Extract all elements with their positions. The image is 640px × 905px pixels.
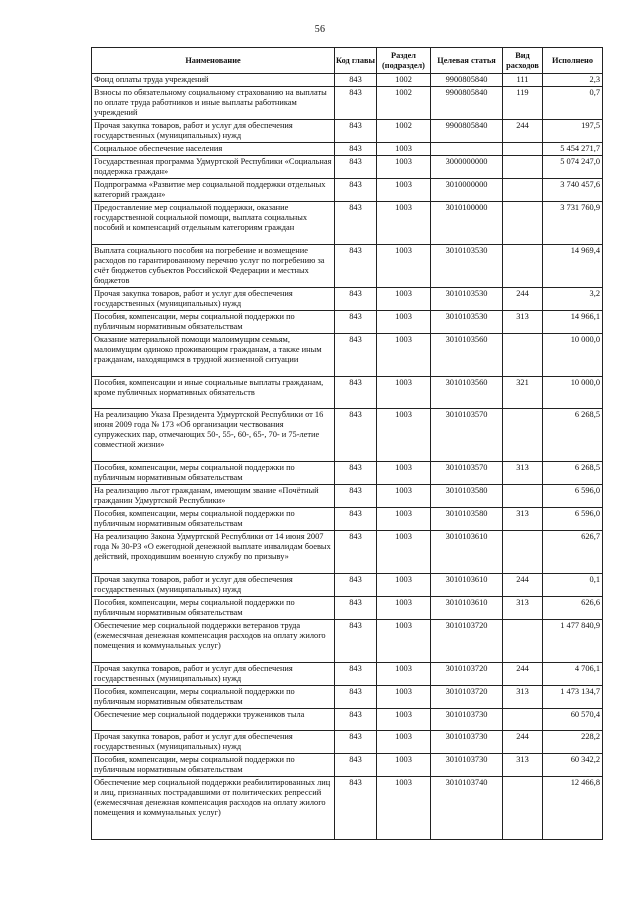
row-name-cell: Взносы по обязательному социальному страхованию на выплаты по оплате труда работников и иные выплаты работникам учреждений — [92, 87, 335, 120]
row-section-cell: 1003 — [377, 754, 431, 777]
expenditure-table — [91, 47, 603, 840]
column-header-amount: Исполнено — [543, 48, 603, 74]
table-row — [92, 754, 603, 777]
row-target-cell: 9900805840 — [431, 87, 503, 120]
column-header-section: Раздел (подраздел) — [377, 48, 431, 74]
row-amount-cell: 3 740 457,6 — [543, 179, 603, 202]
row-code-cell: 843 — [335, 245, 377, 288]
row-kind-cell — [503, 620, 543, 663]
row-kind-cell: 321 — [503, 377, 543, 409]
row-name-cell: Социальное обеспечение населения — [92, 143, 335, 156]
column-header-target: Целевая статья — [431, 48, 503, 74]
row-name-cell: На реализацию льгот гражданам, имеющим звание «Почётный гражданин Удмуртской Республики» — [92, 485, 335, 508]
table-row — [92, 156, 603, 179]
row-section-cell: 1002 — [377, 74, 431, 87]
row-code-cell: 843 — [335, 120, 377, 143]
row-kind-cell: 313 — [503, 686, 543, 709]
row-target-cell — [431, 143, 503, 156]
row-amount-cell: 14 969,4 — [543, 245, 603, 288]
row-section-cell: 1003 — [377, 462, 431, 485]
row-target-cell: 3000000000 — [431, 156, 503, 179]
row-section-cell: 1003 — [377, 485, 431, 508]
row-kind-cell: 244 — [503, 120, 543, 143]
row-target-cell: 3010100000 — [431, 202, 503, 245]
row-amount-cell: 1 477 840,9 — [543, 620, 603, 663]
row-section-cell: 1003 — [377, 574, 431, 597]
row-name-cell: Прочая закупка товаров, работ и услуг для обеспечения государственных (муниципальных) нужд — [92, 574, 335, 597]
row-section-cell: 1003 — [377, 508, 431, 531]
table-row — [92, 485, 603, 508]
row-target-cell: 3010103580 — [431, 508, 503, 531]
table-row — [92, 462, 603, 485]
row-section-cell: 1003 — [377, 202, 431, 245]
row-name-cell: Пособия, компенсации, меры социальной поддержки по публичным нормативным обязательствам — [92, 462, 335, 485]
row-code-cell: 843 — [335, 87, 377, 120]
table-row — [92, 709, 603, 731]
table-row — [92, 74, 603, 87]
row-amount-cell: 6 596,0 — [543, 485, 603, 508]
row-kind-cell — [503, 179, 543, 202]
column-header-name: Наименование — [92, 48, 335, 74]
row-section-cell: 1003 — [377, 334, 431, 377]
row-kind-cell — [503, 777, 543, 840]
row-target-cell: 3010103570 — [431, 462, 503, 485]
row-code-cell: 843 — [335, 74, 377, 87]
row-section-cell: 1003 — [377, 620, 431, 663]
table-row — [92, 508, 603, 531]
row-name-cell: Пособия, компенсации, меры социальной поддержки по публичным нормативным обязательствам — [92, 311, 335, 334]
page-number: 56 — [314, 24, 326, 35]
row-section-cell: 1003 — [377, 143, 431, 156]
table-row — [92, 409, 603, 462]
row-section-cell: 1003 — [377, 409, 431, 462]
row-target-cell: 3010103560 — [431, 334, 503, 377]
row-target-cell: 3010103610 — [431, 574, 503, 597]
row-amount-cell: 626,7 — [543, 531, 603, 574]
row-amount-cell: 4 706,1 — [543, 663, 603, 686]
table-row — [92, 87, 603, 120]
row-code-cell: 843 — [335, 462, 377, 485]
row-name-cell: Прочая закупка товаров, работ и услуг для обеспечения государственных (муниципальных) нужд — [92, 120, 335, 143]
row-kind-cell: 111 — [503, 74, 543, 87]
row-target-cell: 3010103570 — [431, 409, 503, 462]
row-code-cell: 843 — [335, 202, 377, 245]
table-row — [92, 686, 603, 709]
row-amount-cell: 60 342,2 — [543, 754, 603, 777]
table-row — [92, 620, 603, 663]
row-section-cell: 1003 — [377, 531, 431, 574]
row-section-cell: 1003 — [377, 777, 431, 840]
row-kind-cell: 313 — [503, 462, 543, 485]
row-target-cell: 3010103580 — [431, 485, 503, 508]
row-amount-cell: 5 454 271,7 — [543, 143, 603, 156]
row-target-cell: 3010000000 — [431, 179, 503, 202]
row-amount-cell: 6 268,5 — [543, 462, 603, 485]
row-target-cell: 3010103610 — [431, 531, 503, 574]
row-kind-cell: 244 — [503, 663, 543, 686]
row-kind-cell — [503, 143, 543, 156]
row-target-cell: 3010103560 — [431, 377, 503, 409]
row-code-cell: 843 — [335, 377, 377, 409]
row-amount-cell: 2,3 — [543, 74, 603, 87]
row-target-cell: 3010103530 — [431, 245, 503, 288]
row-name-cell: На реализацию Указа Президента Удмуртской Республики от 16 июня 2009 года № 173 «Об организации чествования супружеских пар, отмечающих 50-, 55-, 60-, 65-, 70- и 75-летие совместной жизни» — [92, 409, 335, 462]
row-kind-cell: 244 — [503, 574, 543, 597]
row-target-cell: 3010103720 — [431, 620, 503, 663]
row-name-cell: Прочая закупка товаров, работ и услуг для обеспечения государственных (муниципальных) нужд — [92, 731, 335, 754]
row-name-cell: Обеспечение мер социальной поддержки реабилитированных лиц и лиц, признанных пострадавшими от политических репрессий (ежемесячная денежная компенсация расходов на оплату жилого помещения и коммунальных услуг) — [92, 777, 335, 840]
row-code-cell: 843 — [335, 409, 377, 462]
table-row — [92, 245, 603, 288]
row-code-cell: 843 — [335, 709, 377, 731]
row-kind-cell — [503, 245, 543, 288]
table-header-row — [92, 48, 603, 74]
row-kind-cell: 313 — [503, 597, 543, 620]
row-section-cell: 1003 — [377, 245, 431, 288]
row-kind-cell: 313 — [503, 311, 543, 334]
row-section-cell: 1003 — [377, 709, 431, 731]
row-name-cell: Предоставление мер социальной поддержки, оказание государственной социальной помощи, выплата социальных пособий и компенсаций отдельным категориям граждан — [92, 202, 335, 245]
row-name-cell: Подпрограмма «Развитие мер социальной поддержки отдельных категорий граждан» — [92, 179, 335, 202]
row-target-cell: 3010103720 — [431, 663, 503, 686]
row-code-cell: 843 — [335, 311, 377, 334]
row-target-cell: 3010103730 — [431, 731, 503, 754]
row-code-cell: 843 — [335, 754, 377, 777]
row-name-cell: Фонд оплаты труда учреждений — [92, 74, 335, 87]
row-section-cell: 1003 — [377, 663, 431, 686]
row-name-cell: На реализацию Закона Удмуртской Республики от 14 июня 2007 года № 30-РЗ «О ежегодной денежной выплате инвалидам боевых действий, проходившим военную службу по призыву» — [92, 531, 335, 574]
column-header-kind: Вид расходов — [503, 48, 543, 74]
row-section-cell: 1003 — [377, 686, 431, 709]
row-amount-cell: 5 074 247,0 — [543, 156, 603, 179]
row-target-cell: 9900805840 — [431, 74, 503, 87]
row-target-cell: 3010103530 — [431, 288, 503, 311]
row-kind-cell — [503, 409, 543, 462]
row-section-cell: 1003 — [377, 597, 431, 620]
row-amount-cell: 1 473 134,7 — [543, 686, 603, 709]
row-code-cell: 843 — [335, 731, 377, 754]
row-name-cell: Обеспечение мер социальной поддержки ветеранов труда (ежемесячная денежная компенсация расходов на оплату жилого помещения и коммунальных услуг) — [92, 620, 335, 663]
row-code-cell: 843 — [335, 156, 377, 179]
table-row — [92, 179, 603, 202]
row-code-cell: 843 — [335, 574, 377, 597]
row-amount-cell: 0,1 — [543, 574, 603, 597]
row-amount-cell: 3 731 760,9 — [543, 202, 603, 245]
row-amount-cell: 6 596,0 — [543, 508, 603, 531]
column-header-code: Код главы — [335, 48, 377, 74]
row-target-cell: 3010103740 — [431, 777, 503, 840]
row-code-cell: 843 — [335, 663, 377, 686]
row-section-cell: 1002 — [377, 120, 431, 143]
table-row — [92, 202, 603, 245]
row-kind-cell: 244 — [503, 731, 543, 754]
row-kind-cell — [503, 485, 543, 508]
table-row — [92, 120, 603, 143]
row-kind-cell: 313 — [503, 754, 543, 777]
row-amount-cell: 10 000,0 — [543, 334, 603, 377]
row-kind-cell: 119 — [503, 87, 543, 120]
table-row — [92, 334, 603, 377]
table-row — [92, 311, 603, 334]
table-row — [92, 143, 603, 156]
table-row — [92, 377, 603, 409]
row-amount-cell: 197,5 — [543, 120, 603, 143]
row-kind-cell — [503, 202, 543, 245]
row-code-cell: 843 — [335, 620, 377, 663]
row-target-cell: 3010103720 — [431, 686, 503, 709]
table-body — [92, 74, 603, 840]
row-kind-cell — [503, 156, 543, 179]
row-section-cell: 1003 — [377, 288, 431, 311]
row-target-cell: 3010103730 — [431, 754, 503, 777]
row-name-cell: Пособия, компенсации, меры социальной поддержки по публичным нормативным обязательствам — [92, 754, 335, 777]
row-amount-cell: 60 570,4 — [543, 709, 603, 731]
row-code-cell: 843 — [335, 485, 377, 508]
table-row — [92, 531, 603, 574]
row-section-cell: 1003 — [377, 311, 431, 334]
table-row — [92, 597, 603, 620]
row-amount-cell: 6 268,5 — [543, 409, 603, 462]
row-kind-cell — [503, 709, 543, 731]
row-kind-cell: 313 — [503, 508, 543, 531]
row-section-cell: 1003 — [377, 731, 431, 754]
row-amount-cell: 14 966,1 — [543, 311, 603, 334]
row-section-cell: 1003 — [377, 377, 431, 409]
row-code-cell: 843 — [335, 597, 377, 620]
row-name-cell: Прочая закупка товаров, работ и услуг для обеспечения государственных (муниципальных) нужд — [92, 663, 335, 686]
table-row — [92, 663, 603, 686]
row-name-cell: Государственная программа Удмуртской Республики «Социальная поддержка граждан» — [92, 156, 335, 179]
table-row — [92, 731, 603, 754]
row-code-cell: 843 — [335, 531, 377, 574]
row-section-cell: 1003 — [377, 179, 431, 202]
table-row — [92, 574, 603, 597]
row-code-cell: 843 — [335, 777, 377, 840]
row-kind-cell — [503, 531, 543, 574]
row-amount-cell: 0,7 — [543, 87, 603, 120]
row-name-cell: Обеспечение мер социальной поддержки тружеников тыла — [92, 709, 335, 731]
row-name-cell: Пособия, компенсации, меры социальной поддержки по публичным нормативным обязательствам — [92, 597, 335, 620]
row-amount-cell: 10 000,0 — [543, 377, 603, 409]
row-code-cell: 843 — [335, 143, 377, 156]
table-row — [92, 777, 603, 840]
row-code-cell: 843 — [335, 686, 377, 709]
row-amount-cell: 228,2 — [543, 731, 603, 754]
row-amount-cell: 3,2 — [543, 288, 603, 311]
row-section-cell: 1003 — [377, 156, 431, 179]
row-section-cell: 1002 — [377, 87, 431, 120]
row-name-cell: Прочая закупка товаров, работ и услуг для обеспечения государственных (муниципальных) нужд — [92, 288, 335, 311]
row-kind-cell: 244 — [503, 288, 543, 311]
row-name-cell: Пособия, компенсации и иные социальные выплаты гражданам, кроме публичных нормативных обязательств — [92, 377, 335, 409]
row-name-cell: Оказание материальной помощи малоимущим семьям, малоимущим одиноко проживающим гражданам, а также иным гражданам, находящимся в трудной жизненной ситуации — [92, 334, 335, 377]
row-name-cell: Пособия, компенсации, меры социальной поддержки по публичным нормативным обязательствам — [92, 686, 335, 709]
row-code-cell: 843 — [335, 334, 377, 377]
row-target-cell: 3010103610 — [431, 597, 503, 620]
row-kind-cell — [503, 334, 543, 377]
row-name-cell: Выплата социального пособия на погребение и возмещение расходов по гарантированному перечню услуг по погребению за счёт бюджетов субъектов Российской Федерации и местных бюджетов — [92, 245, 335, 288]
row-code-cell: 843 — [335, 508, 377, 531]
row-target-cell: 9900805840 — [431, 120, 503, 143]
row-name-cell: Пособия, компенсации, меры социальной поддержки по публичным нормативным обязательствам — [92, 508, 335, 531]
row-amount-cell: 626,6 — [543, 597, 603, 620]
row-amount-cell: 12 466,8 — [543, 777, 603, 840]
row-code-cell: 843 — [335, 288, 377, 311]
table-row — [92, 288, 603, 311]
row-target-cell: 3010103530 — [431, 311, 503, 334]
row-target-cell: 3010103730 — [431, 709, 503, 731]
row-code-cell: 843 — [335, 179, 377, 202]
